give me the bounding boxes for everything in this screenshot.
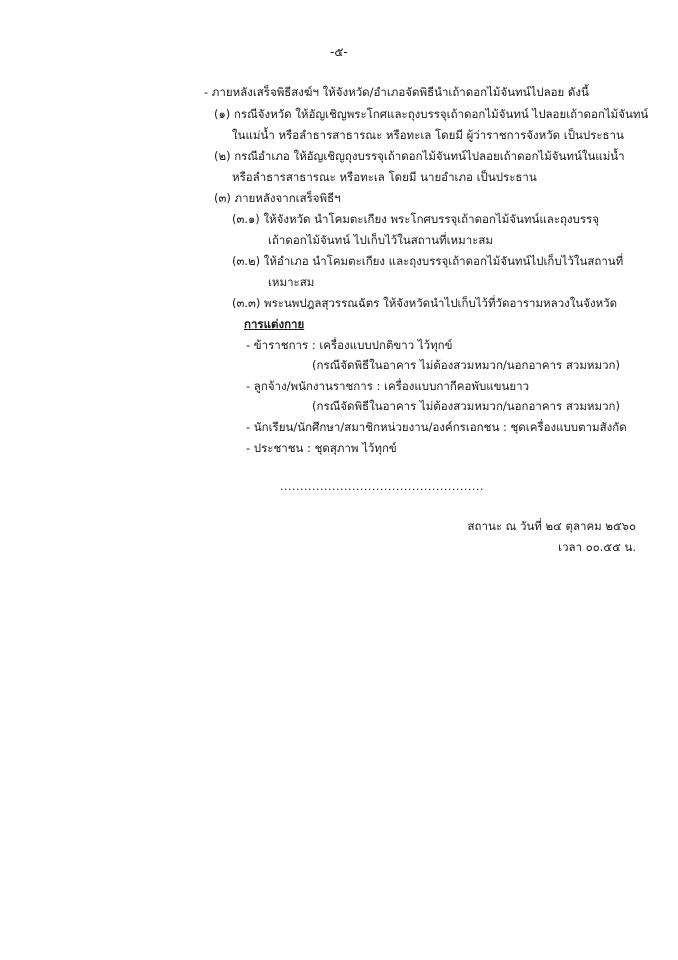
item-3-1-line-1: (๓.๑) ให้จังหวัด นำโคมตะเกียง พระโกศบรรจุเถ้าดอกไม้จันทน์และถุงบรรจุ (232, 212, 599, 226)
status-time: เวลา ๐๐.๕๕ น. (558, 540, 636, 554)
dress-staff: - ลูกจ้าง/พนักงานราชการ : เครื่องแบบกากีคอพับแขนยาว (246, 379, 530, 393)
item-3-2-line-2: เหมาะสม (268, 275, 315, 289)
dress-officials: - ข้าราชการ : เครื่องแบบปกติขาว ไว้ทุกข์ (246, 338, 453, 352)
intro-paragraph: - ภายหลังเสร็จพิธีสงฆ์ฯ ให้จังหวัด/อำเภอจัดพิธีนำเถ้าดอกไม้จันทน์ไปลอย ดังนี้ (204, 85, 589, 99)
dress-public: - ประชาชน : ชุดสุภาพ ไว้ทุกข์ (246, 441, 397, 455)
item-1-line-2: ในแม่น้ำ หรือลำธารสาธารณะ หรือทะเล โดยมี ผู้ว่าราชการจังหวัด เป็นประธาน (232, 128, 624, 142)
dress-students: - นักเรียน/นักศึกษา/สมาชิกหน่วยงาน/องค์กรเอกชน : ชุดเครื่องแบบตามสังกัด (246, 420, 627, 434)
separator-dots: ................................................... (280, 480, 484, 493)
item-2-line-1: (๒) กรณีอำเภอ ให้อัญเชิญถุงบรรจุเถ้าดอกไม้จันทน์ไปลอยเถ้าดอกไม้จันทน์ในแม่น้ำ (214, 149, 625, 163)
item-1-line-1: (๑) กรณีจังหวัด ให้อัญเชิญพระโกศและถุงบรรจุเถ้าดอกไม้จันทน์ ไปลอยเถ้าดอกไม้จันทน์ (214, 107, 649, 121)
page-number: -๕- (330, 45, 348, 59)
item-3-1-line-2: เถ้าดอกไม้จันทน์ ไปเก็บไว้ในสถานที่เหมาะสม (268, 233, 493, 247)
item-3-3-line-1: (๓.๓) พระนพปฎลสุวรรณฉัตร ให้จังหวัดนำไปเก็บไว้ที่วัดอารามหลวงในจังหวัด (232, 296, 618, 310)
item-3-2-line-1: (๓.๒) ให้อำเภอ นำโคมตะเกียง และถุงบรรจุเถ้าดอกไม้จันทน์ไปเก็บไว้ในสถานที่ (232, 254, 624, 268)
dress-code-heading: การแต่งกาย (244, 317, 305, 331)
item-3-line-1: (๓) ภายหลังจากเสร็จพิธีฯ (214, 191, 341, 205)
dress-officials-note: (กรณีจัดพิธีในอาคาร ไม่ต้องสวมหมวก/นอกอาคาร สวมหมวก) (312, 358, 620, 372)
status-date: สถานะ ณ วันที่ ๒๔ ตุลาคม ๒๕๖๐ (467, 519, 636, 533)
dress-staff-note: (กรณีจัดพิธีในอาคาร ไม่ต้องสวมหมวก/นอกอาคาร สวมหมวก) (312, 399, 620, 413)
item-2-line-2: หรือลำธารสาธารณะ หรือทะเล โดยมี นายอำเภอ เป็นประธาน (232, 170, 537, 184)
